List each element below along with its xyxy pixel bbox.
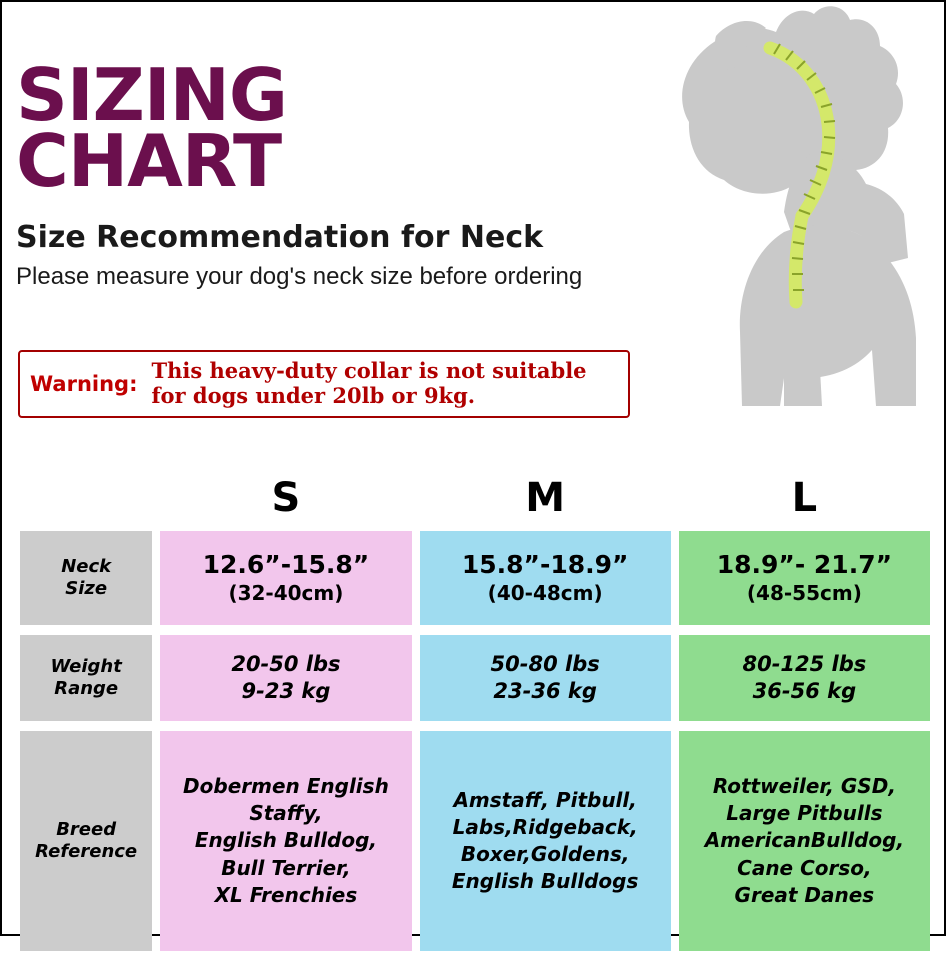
page-subtitle: Size Recommendation for Neck	[16, 220, 544, 256]
warning-text-line-2: for dogs under 20lb or 9kg.	[151, 383, 476, 408]
row-label-weight-range-line-1: Weight	[50, 655, 122, 677]
table-header-row	[20, 467, 930, 521]
cell-breed-reference-m-line-2: Labs,Ridgeback,	[452, 814, 638, 839]
cell-breed-reference-l	[679, 731, 930, 951]
cell-neck-size-s-inches: 12.6”-15.8”	[202, 550, 370, 580]
cell-weight-range-m-kg: 23-36 kg	[493, 679, 597, 703]
cell-breed-reference-s-line-3: English Bulldog,	[194, 828, 378, 853]
row-label-weight-range	[20, 635, 152, 721]
cell-weight-range-l	[679, 635, 930, 721]
row-label-neck-size	[20, 531, 152, 625]
cell-breed-reference-m-line-4: English Bulldogs	[451, 869, 639, 894]
page-title-line-1: SIZING	[16, 53, 287, 137]
cell-breed-reference-s-line-1: Dobermen English	[183, 774, 389, 799]
row-label-breed-reference-line-2: Reference	[35, 841, 138, 862]
cell-breed-reference-m-line-1: Amstaff, Pitbull,	[453, 787, 637, 812]
row-label-weight-range-line-2: Range	[54, 678, 119, 699]
row-label-breed-reference	[20, 731, 152, 951]
measure-instruction: Please measure your dog's neck size before ordering	[16, 263, 583, 291]
cell-breed-reference-l-line-2: Large Pitbulls	[726, 801, 883, 826]
table-corner-cell	[20, 467, 152, 521]
row-label-neck-size-line-1: Neck	[61, 555, 112, 577]
cell-breed-reference-s-line-4: Bull Terrier,	[221, 855, 351, 880]
cell-weight-range-s-lbs: 20-50 lbs	[231, 652, 341, 677]
row-label-neck-size-line-2: Size	[65, 578, 108, 599]
cell-weight-range-l-lbs: 80-125 lbs	[742, 652, 867, 677]
warning-text	[151, 359, 586, 409]
row-label-breed-reference-line-1: Breed	[56, 818, 117, 840]
cell-weight-range-l-kg: 36-56 kg	[752, 679, 857, 703]
header-block	[16, 53, 676, 291]
sizing-table	[12, 457, 938, 961]
cell-neck-size-s	[160, 531, 411, 625]
cell-neck-size-m-inches: 15.8”-18.9”	[461, 550, 629, 580]
warning-text-line-1: This heavy-duty collar is not suitable	[151, 358, 587, 384]
table-row-neck-size	[20, 531, 930, 625]
cell-breed-reference-s	[160, 731, 411, 951]
table-row-breed-reference	[20, 731, 930, 951]
warning-box	[18, 350, 630, 418]
table-row-weight-range	[20, 635, 930, 721]
cell-breed-reference-m	[420, 731, 671, 951]
cell-neck-size-m	[420, 531, 671, 625]
cell-breed-reference-l-line-4: Cane Corso,	[737, 855, 872, 880]
cell-weight-range-m-lbs: 50-80 lbs	[490, 652, 600, 677]
cell-breed-reference-m-line-3: Boxer,Goldens,	[460, 842, 630, 866]
cell-breed-reference-l-line-3: AmericanBulldog,	[704, 828, 905, 853]
cell-neck-size-m-cm: (40-48cm)	[487, 580, 603, 605]
cell-breed-reference-l-line-1: Rottweiler, GSD,	[712, 774, 896, 799]
warning-label: Warning:	[30, 372, 138, 396]
column-header-s: S	[271, 475, 301, 521]
page-title-line-2: CHART	[16, 119, 282, 204]
cell-neck-size-s-cm: (32-40cm)	[228, 580, 344, 605]
cell-neck-size-l-inches: 18.9”- 21.7”	[716, 550, 893, 580]
cell-neck-size-l-cm: (48-55cm)	[746, 580, 862, 605]
cell-breed-reference-l-line-5: Great Danes	[734, 882, 875, 907]
cell-weight-range-m	[420, 635, 671, 721]
measuring-tape-icon	[770, 48, 829, 302]
cell-weight-range-s	[160, 635, 411, 721]
cell-breed-reference-s-line-2: Staffy,	[249, 801, 323, 826]
cell-breed-reference-s-line-5: XL Frenchies	[214, 882, 358, 907]
cell-weight-range-s-kg: 9-23 kg	[241, 679, 331, 703]
column-header-l: L	[791, 475, 818, 521]
cell-neck-size-l	[679, 531, 930, 625]
column-header-m: M	[525, 475, 566, 521]
